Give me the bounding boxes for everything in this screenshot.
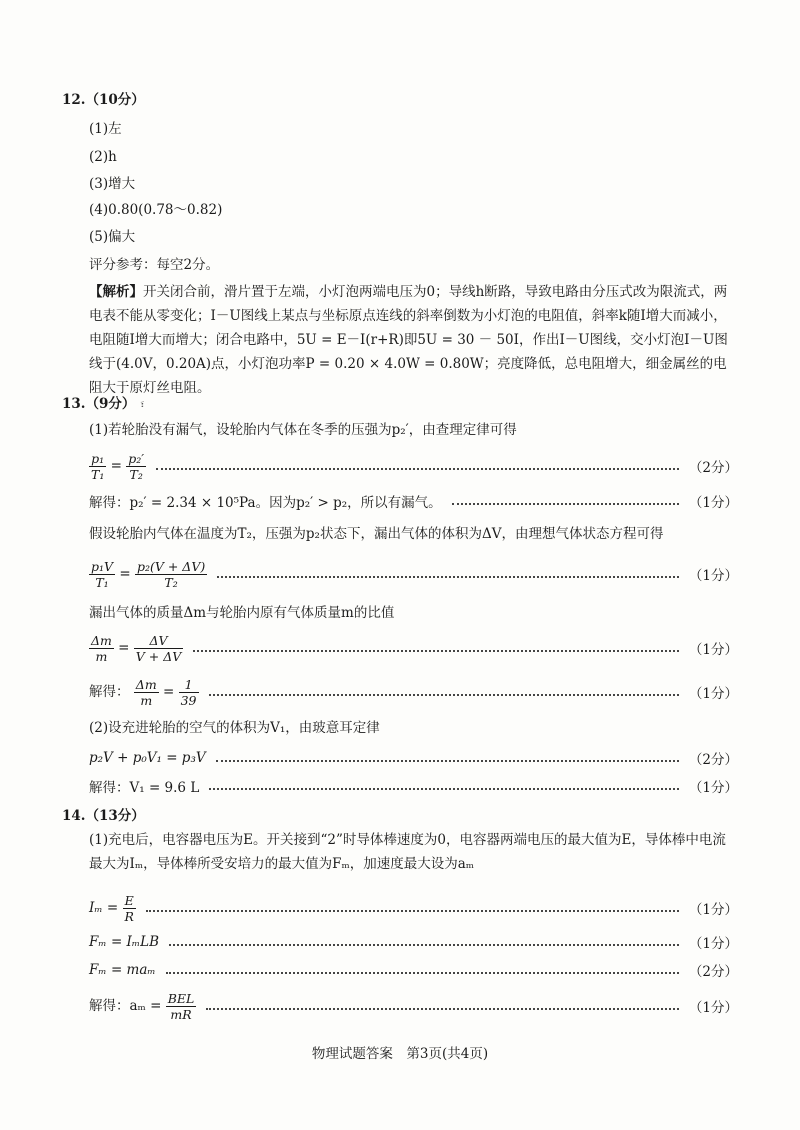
q13-eq3-num-l: p₁V	[91, 558, 114, 574]
q13-eq3: $\frac{\text{p₁V}}{\text{T₁}}$ = $\frac{\text{p₂(V + ΔV)}}{\text{T₂}}$ （1分）	[91, 558, 738, 590]
q12-answer-4: (4)0.80(0.78～0.82)	[89, 202, 223, 218]
dot-leader	[209, 788, 679, 790]
q12-answer-2: (2)h	[89, 149, 117, 165]
q14-eq2-score: （1分）	[688, 936, 738, 952]
q13-eq2-text: 解得：p₂′ = 2.34 × 10⁵Pa。因为p₂′ > p₂，所以有漏气。	[89, 495, 442, 511]
q13-para-3: 漏出气体的质量Δm与轮胎内原有气体质量m的比值	[89, 605, 395, 621]
q13-eq7	[89, 772, 738, 800]
q13-eq4-num-l: Δm	[91, 632, 112, 648]
q14-eq4-num: BEL	[167, 990, 195, 1006]
q12-answer-5: (5)偏大	[89, 229, 136, 245]
q14-eq4-prefix: 解得：aₘ	[89, 997, 146, 1014]
q14-eq4-score: （1分）	[688, 1000, 738, 1016]
dot-leader	[216, 760, 679, 762]
dot-leader	[193, 650, 679, 652]
analysis-label: 【解析】	[89, 284, 143, 300]
q13-eq5-den-r: 39	[180, 692, 197, 708]
q13-eq5-score: （1分）	[688, 686, 738, 702]
dot-leader	[217, 576, 679, 578]
q13-eq4-num-r: ΔV	[134, 633, 184, 649]
q14-para-1: (1)充电后，电容器电压为E。开关接到“2”时导体棒速度为0，电容器两端电压的最大值为E，导体棒中电流最大为Iₘ，导体棒所受安培力的最大值为Fₘ，加速度最大设为aₘ	[89, 832, 726, 872]
q13-para-4: (2)设充进轮胎的空气的体积为V₁，由玻意耳定律	[89, 720, 380, 736]
q14-eq1-left: Iₘ	[89, 899, 103, 916]
q13-eq6-text: p₂V + p₀V₁ = p₃V	[89, 750, 206, 766]
q14-eq3-text: Fₘ = maₘ	[89, 962, 156, 978]
q13-para-1: (1)若轮胎没有漏气，设轮胎内气体在冬季的压强为p₂′，由查理定律可得	[89, 422, 517, 438]
dot-leader	[452, 503, 679, 505]
page-footer: 物理试题答案 第3页(共4页)	[311, 1046, 489, 1062]
q13-header-mark: ፣	[140, 398, 145, 411]
dot-leader	[209, 694, 679, 696]
dot-leader	[166, 972, 679, 974]
q13-eq1: $\frac{\text{p₁}}{\text{T₁}}$ = $\frac{\text{p₂′}}{\text{T₂}}$ （2分）	[91, 450, 738, 482]
q13-eq1-score: （2分）	[688, 460, 738, 476]
q12-header: 12.（10分）	[62, 92, 145, 108]
dot-leader	[156, 468, 679, 470]
q13-eq4-den-l: m	[95, 648, 108, 664]
q14-header: 14.（13分）	[62, 808, 145, 824]
q13-eq4-score: （1分）	[688, 642, 738, 658]
q13-eq1-num-l: p₁	[89, 451, 106, 467]
q12-answer-3: (3)增大	[89, 176, 136, 192]
q14-eq1-score: （1分）	[688, 902, 738, 918]
q13-eq6	[89, 744, 738, 772]
q12-analysis	[89, 280, 737, 400]
q14-eq3-score: （2分）	[688, 964, 738, 980]
q13-eq3-num-r: p₂(V + ΔV)	[136, 558, 206, 574]
q13-eq6-score: （2分）	[688, 752, 738, 768]
q14-eq1-den: R	[124, 908, 134, 924]
q13-eq5-num-l: Δm	[135, 676, 157, 692]
q13-eq3-den-l: T₁	[95, 574, 109, 590]
q13-eq5-num-r: 1	[179, 677, 199, 693]
q13-eq7-score: （1分）	[688, 780, 738, 796]
q14-eq3	[89, 956, 738, 984]
analysis-text: 开关闭合前，滑片置于左端，小灯泡两端电压为0；导线h断路，导致电路由分压式改为限流式，两电表不能从零变化；I－U图线上某点与坐标原点连线的斜率倒数为小灯泡的电阻值，斜率k随I增大而减小，电阻随I增大而增大；闭合电路中，5U = E－I(r+R)即5U = 30 － 50I，作出I－U图线，交小灯泡I－U图线于(4.0V，0.20A)点，小灯泡功率P = 0.20 × 4.0W = 0.80W；亮度降低，总电阻增大，细金属丝的电阻大于原灯丝电阻。	[89, 284, 728, 396]
q13-eq4-den-r: V + ΔV	[135, 648, 182, 664]
q13-eq5-prefix: 解得：	[89, 683, 130, 700]
q12-scoring: 评分参考：每空2分。	[89, 257, 220, 273]
dot-leader	[206, 1008, 679, 1010]
q14-eq1-num: E	[123, 893, 136, 909]
dot-leader	[146, 910, 679, 912]
q13-eq1-den-r: T₂	[129, 466, 143, 482]
q14-eq2	[89, 928, 738, 956]
q13-eq2	[89, 487, 738, 515]
q13-eq1-num-r: p₂′	[128, 450, 145, 466]
q13-eq3-score: （1分）	[688, 568, 738, 584]
q13-eq7-text: 解得：V₁ = 9.6 L	[89, 780, 200, 796]
q13-eq5-den-l: m	[140, 692, 153, 708]
q13-eq1-den-l: T₁	[91, 466, 105, 482]
q13-eq2-score: （1分）	[688, 495, 738, 511]
q14-eq4-den: mR	[170, 1006, 192, 1022]
q13-eq5: 解得： $\frac{\Delta m}{m}$ = $\frac{1}{39}$ （1分）	[89, 676, 738, 708]
q13-header	[62, 395, 145, 414]
q12-answer-1: (1)左	[89, 121, 122, 137]
q14-eq1: Iₘ = $\frac{E}{R}$ （1分）	[89, 892, 738, 924]
q14-eq4: 解得：aₘ = $\frac{\text{BEL}}{mR}$ （1分）	[89, 990, 738, 1022]
q13-eq4: $\frac{\Delta m}{m}$ = $\frac{\Delta V}{V + \Delta V}$ （1分）	[91, 632, 738, 664]
q13-eq3-den-r: T₂	[164, 574, 178, 590]
q13-para-2: 假设轮胎内气体在温度为T₂，压强为p₂状态下，漏出气体的体积为ΔV，由理想气体状态方程可得	[89, 526, 664, 542]
q13-header-text: 13.（9分）	[62, 396, 136, 412]
q14-eq2-text: Fₘ = IₘLB	[89, 934, 160, 950]
dot-leader	[169, 944, 679, 946]
